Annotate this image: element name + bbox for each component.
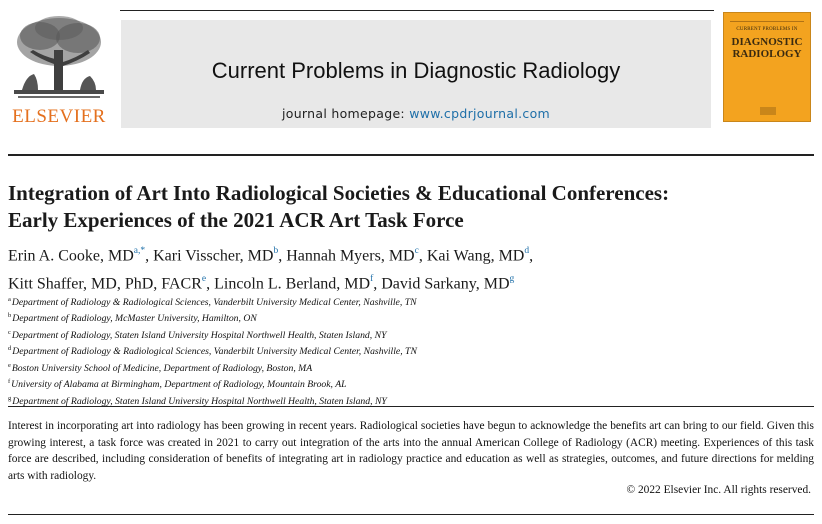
author-separator: ,: [145, 247, 154, 265]
author-name[interactable]: Kai Wang, MD: [426, 247, 525, 265]
copyright-notice: © 2022 Elsevier Inc. All rights reserved.: [626, 484, 811, 496]
author-name[interactable]: Kari Visscher, MD: [153, 247, 274, 265]
header-divider: [8, 154, 814, 156]
affiliation-key: e: [8, 361, 11, 369]
author-affil-link[interactable]: c: [414, 246, 419, 256]
abstract-bottom-rule: [8, 514, 814, 515]
affiliation-text: Boston University School of Medicine, Department of Radiology, Boston, MA: [11, 362, 313, 374]
affiliation-text: Department of Radiology, McMaster University, Hamilton, ON: [12, 313, 257, 325]
affiliation-key: c: [8, 328, 11, 336]
elsevier-tree-icon: [10, 14, 108, 104]
cover-stripe: [730, 21, 804, 22]
publisher-logo[interactable]: [4, 14, 114, 126]
affiliation-item: [8, 342, 808, 358]
journal-banner: [121, 20, 711, 128]
cover-title-line1: DIAGNOSTIC: [731, 36, 803, 48]
abstract-text: Interest in incorporating art into radiology has been growing in recent years. Radiological societies have begun to acknowledge the benefits art can bring to our field. Given this growing interest, a task force was created in 2021 to carry out integration of the arts into the annual American College of Radiology (ACR) meeting. Experiences of this task force are described, including consideration of benefits of integrating art in radiology practice and education as well as strategies, outcomes, and future directions for melding arts with radiology.: [8, 420, 814, 482]
article-title: [8, 180, 808, 234]
author-name[interactable]: Erin A. Cooke, MD: [8, 247, 134, 265]
affiliation-text: Department of Radiology & Radiological Sciences, Vanderbilt University Medical Center, Nashville, TN: [12, 346, 417, 358]
affiliation-item: [8, 326, 808, 342]
author-name[interactable]: Kitt Shaffer, MD, PhD, FACR: [8, 275, 202, 293]
author-list: [8, 240, 808, 297]
author-affil-link[interactable]: d: [524, 246, 530, 256]
author-name[interactable]: Hannah Myers, MD: [286, 247, 415, 265]
affiliation-key: d: [8, 345, 12, 353]
cover-small-title: CURRENT PROBLEMS IN: [736, 27, 798, 32]
affiliation-text: Department of Radiology, Staten Island University Hospital Northwell Health, Staten Island, NY: [11, 330, 387, 342]
affiliation-key: a: [8, 296, 11, 303]
affiliation-text: University of Alabama at Birmingham, Department of Radiology, Mountain Brook, AL: [11, 379, 347, 391]
affiliation-item: [8, 359, 808, 375]
cover-title: [724, 36, 810, 60]
affiliation-text: Department of Radiology & Radiological Sciences, Vanderbilt University Medical Center, Nashville, TN: [11, 297, 417, 309]
article-title-line2: Early Experiences of the 2021 ACR Art Task Force: [8, 208, 464, 232]
cover-logo: [760, 107, 776, 115]
publisher-name: ELSEVIER: [12, 106, 106, 127]
affiliation-key: f: [8, 378, 11, 386]
homepage-link[interactable]: www.cpdrjournal.com: [409, 106, 550, 121]
author-separator: ,: [529, 247, 534, 265]
article-title-line1: Integration of Art Into Radiological Societies & Educational Conferences:: [8, 181, 670, 205]
author-affil-link[interactable]: b: [273, 246, 279, 256]
journal-homepage: [121, 106, 711, 121]
affiliation-key: g: [8, 394, 12, 402]
header-top-rule: [120, 10, 714, 11]
abstract-top-rule: [8, 406, 814, 407]
affiliation-item: [8, 309, 808, 325]
cover-title-line2: RADIOLOGY: [732, 48, 802, 60]
affiliation-item: [8, 375, 808, 391]
author-separator: ,: [278, 247, 287, 265]
journal-title[interactable]: Current Problems in Diagnostic Radiology: [211, 58, 621, 83]
author-separator: ,: [373, 275, 382, 293]
affiliation-key: b: [8, 312, 12, 320]
author-affil-link[interactable]: g: [509, 274, 515, 285]
affiliation-list: [8, 293, 808, 408]
author-affil-link[interactable]: f: [370, 274, 374, 285]
author-affil-link[interactable]: a,*: [133, 246, 146, 256]
affiliation-text: Department of Radiology, Staten Island University Hospital Northwell Health, Staten Island, NY: [12, 395, 387, 407]
homepage-label: journal homepage:: [281, 106, 405, 121]
journal-cover[interactable]: [723, 12, 811, 122]
author-name[interactable]: David Sarkany, MD: [381, 275, 510, 293]
author-name[interactable]: Lincoln L. Berland, MD: [214, 275, 371, 293]
author-separator: ,: [418, 247, 427, 265]
author-separator: ,: [206, 275, 215, 293]
author-affil-link[interactable]: e: [201, 274, 207, 285]
affiliation-item: [8, 293, 808, 309]
